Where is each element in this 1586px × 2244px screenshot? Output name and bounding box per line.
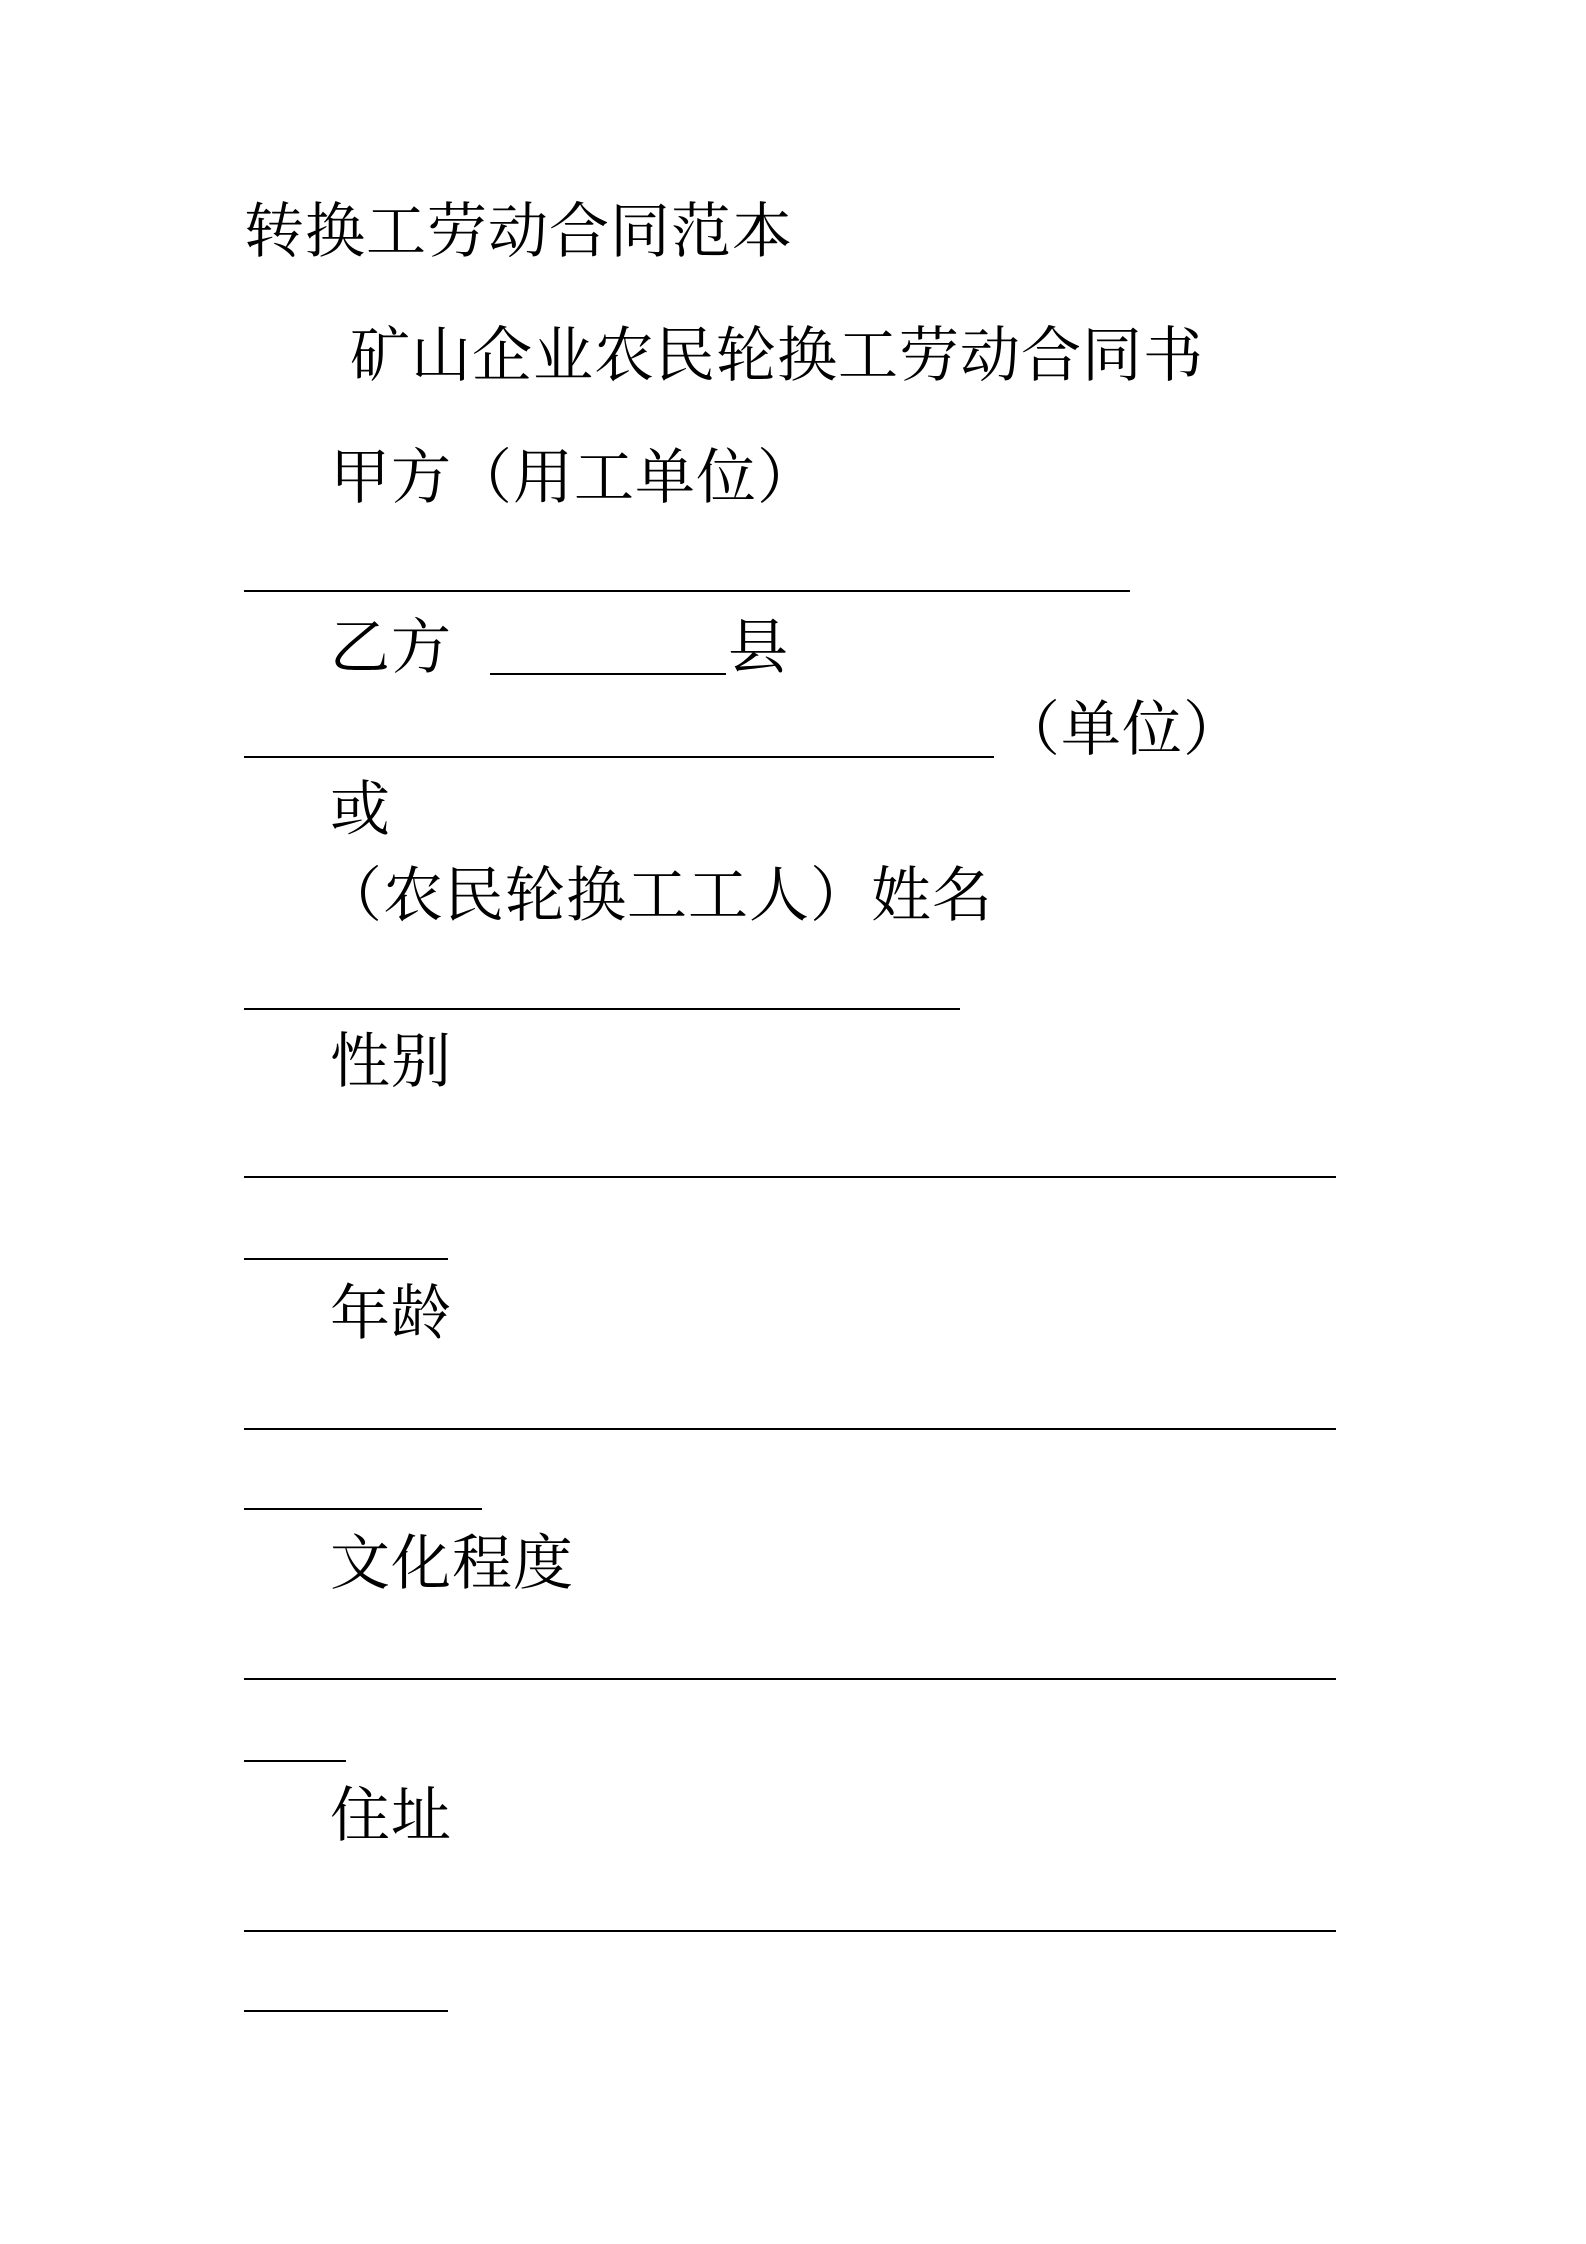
age-blank-line-2 [244, 1508, 482, 1510]
worker-name-label: （农民轮换工工人）姓名 [322, 861, 993, 931]
document-header: 转换工劳动合同范本 [244, 197, 793, 267]
age-blank-line-1 [244, 1428, 1336, 1430]
or-label: 或 [330, 775, 391, 845]
worker-name-blank [244, 1008, 960, 1010]
county-blank [490, 673, 726, 675]
party-a-label: 甲方（用工单位） [330, 443, 818, 513]
address-label: 住址 [330, 1781, 452, 1851]
unit-blank [244, 756, 994, 758]
gender-blank-line-1 [244, 1176, 1336, 1178]
unit-label: （单位） [1000, 695, 1244, 765]
education-blank-line-2 [244, 1760, 346, 1762]
address-blank-line-2 [244, 2010, 448, 2012]
education-blank-line-1 [244, 1678, 1336, 1680]
party-b-label: 乙方 [330, 613, 452, 683]
contract-title: 矿山企业农民轮换工劳动合同书 [350, 321, 1204, 391]
party-a-blank [244, 590, 1130, 592]
age-label: 年龄 [330, 1279, 452, 1349]
gender-blank-line-2 [244, 1258, 448, 1260]
county-label: 县 [728, 613, 789, 683]
gender-label: 性别 [330, 1027, 452, 1097]
address-blank-line-1 [244, 1930, 1336, 1932]
education-label: 文化程度 [330, 1529, 574, 1599]
